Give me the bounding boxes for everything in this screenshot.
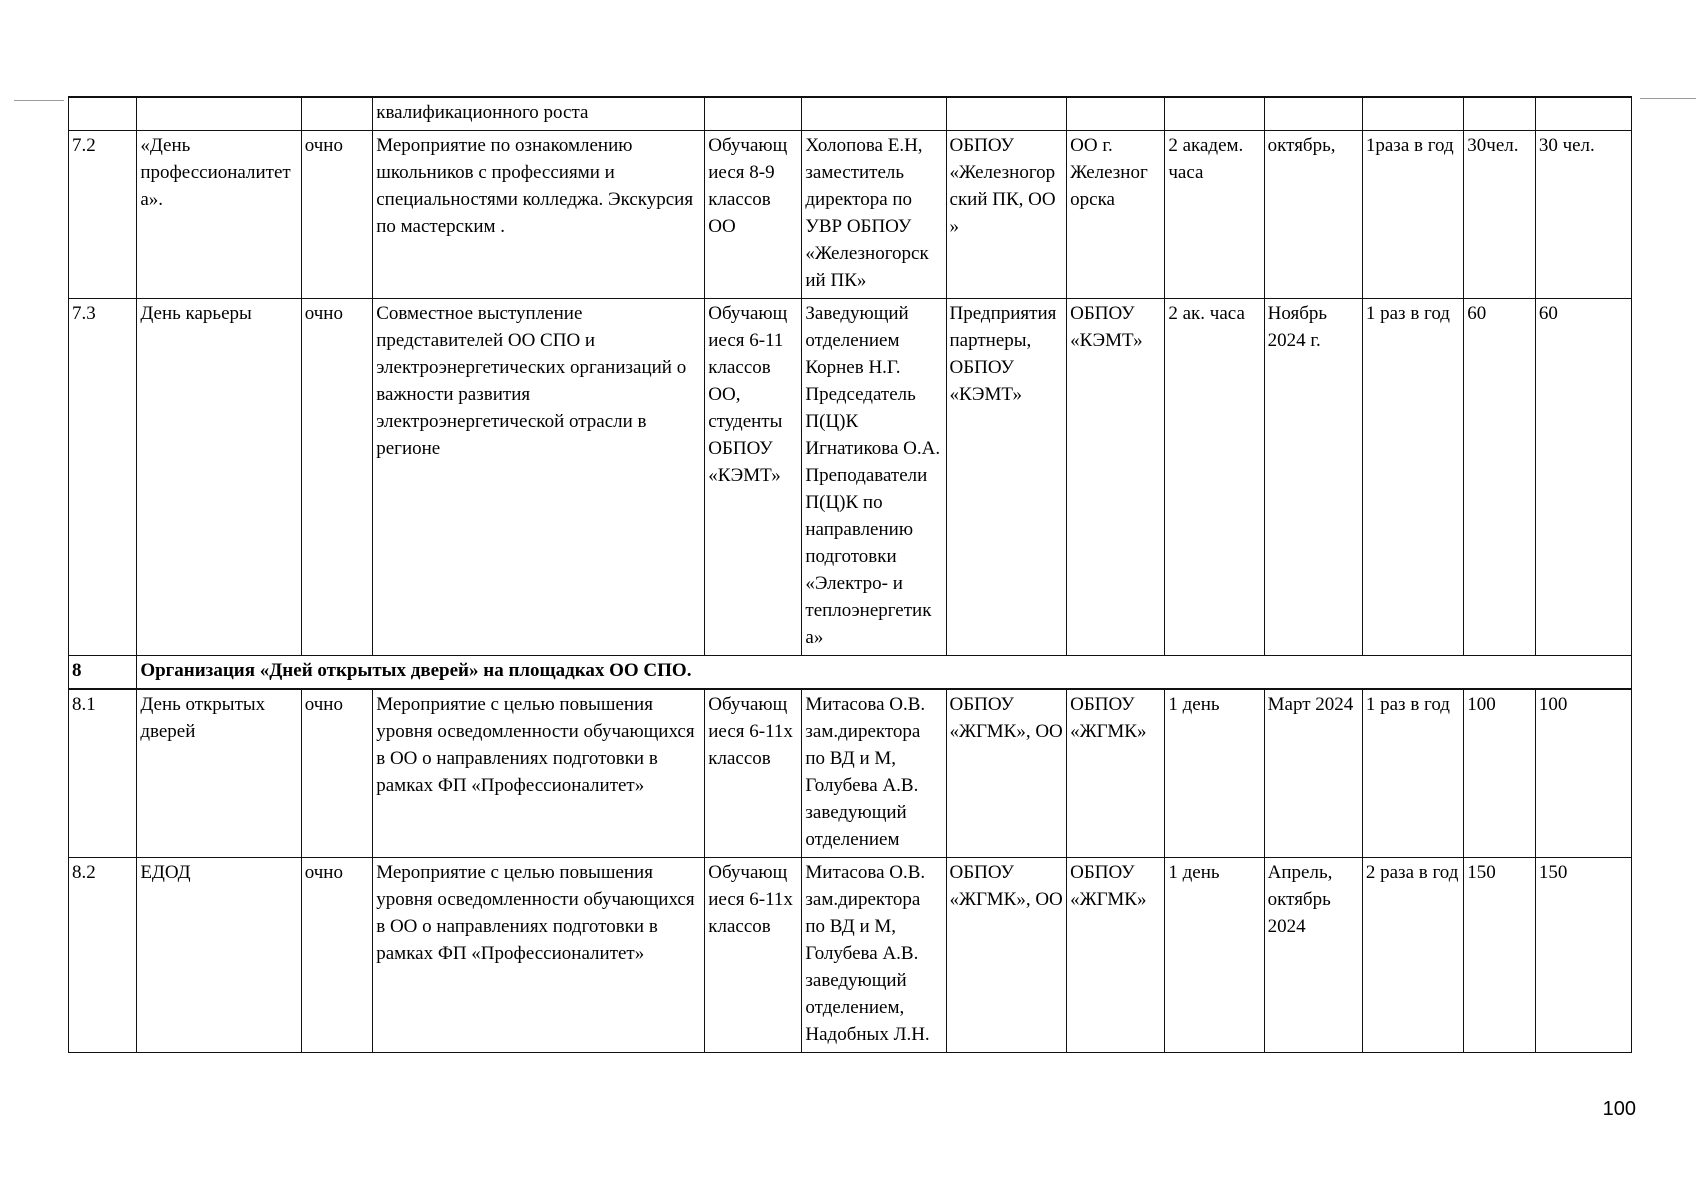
cell-num: 7.2 bbox=[69, 131, 137, 299]
cell-participants: Обучающ иеся 6-11х классов bbox=[705, 689, 802, 858]
table-row bbox=[69, 97, 1632, 131]
cell-num: 7.3 bbox=[69, 299, 137, 656]
cell-frequency: 1 раз в год bbox=[1362, 299, 1463, 656]
cell-responsible: Митасова О.В. зам.директора по ВД и М, Голубева А.В. заведующий отделением, Надобных Л.Н. bbox=[802, 858, 946, 1053]
cell-frequency bbox=[1362, 97, 1463, 131]
scan-artifact-right bbox=[1640, 98, 1696, 99]
cell-num bbox=[69, 97, 137, 131]
cell-form: очно bbox=[301, 858, 373, 1053]
cell-partners: Предприятия партнеры, ОБПОУ «КЭМТ» bbox=[946, 299, 1067, 656]
table-row bbox=[69, 299, 1632, 656]
cell-fact: 60 bbox=[1535, 299, 1631, 656]
cell-num: 8.2 bbox=[69, 858, 137, 1053]
section-header-row bbox=[69, 656, 1632, 690]
cell-frequency: 2 раза в год bbox=[1362, 858, 1463, 1053]
section-number: 8 bbox=[69, 656, 137, 690]
events-table bbox=[68, 96, 1632, 1053]
cell-place: ОБПОУ «ЖГМК» bbox=[1067, 858, 1165, 1053]
cell-place: ОО г. Железног орска bbox=[1067, 131, 1165, 299]
cell-desc: Мероприятие с целью повышения уровня осведомленности обучающихся в ОО о направлениях подготовки в рамках ФП «Профессионалитет» bbox=[373, 689, 705, 858]
cell-place: ОБПОУ «КЭМТ» bbox=[1067, 299, 1165, 656]
cell-fact: 100 bbox=[1535, 689, 1631, 858]
cell-plan bbox=[1464, 97, 1536, 131]
cell-desc: Совместное выступление представителей ОО СПО и электроэнергетических организаций о важности развития электроэнергетической отрасли в регионе bbox=[373, 299, 705, 656]
cell-responsible: Заведующий отделением Корнев Н.Г. Председатель П(Ц)К Игнатикова О.А. Преподаватели П(Ц)К по направлению подготовки «Электро- и теплоэнергетик а» bbox=[802, 299, 946, 656]
table-row bbox=[69, 131, 1632, 299]
cell-partners: ОБПОУ «ЖГМК», ОО bbox=[946, 689, 1067, 858]
cell-date: Ноябрь 2024 г. bbox=[1264, 299, 1362, 656]
table-row bbox=[69, 858, 1632, 1053]
cell-participants bbox=[705, 97, 802, 131]
cell-plan: 100 bbox=[1464, 689, 1536, 858]
cell-name: День карьеры bbox=[137, 299, 301, 656]
cell-desc: Мероприятие с целью повышения уровня осведомленности обучающихся в ОО о направлениях подготовки в рамках ФП «Профессионалитет» bbox=[373, 858, 705, 1053]
cell-date: октябрь, bbox=[1264, 131, 1362, 299]
cell-fact: 150 bbox=[1535, 858, 1631, 1053]
cell-form: очно bbox=[301, 299, 373, 656]
cell-desc: Мероприятие по ознакомлению школьников с профессиями и специальностями колледжа. Экскурсия по мастерским . bbox=[373, 131, 705, 299]
cell-date bbox=[1264, 97, 1362, 131]
cell-name: «День профессионалитет а». bbox=[137, 131, 301, 299]
cell-responsible: Холопова Е.Н, заместитель директора по УВР ОБПОУ «Железногорск ий ПК» bbox=[802, 131, 946, 299]
cell-duration: 2 академ. часа bbox=[1165, 131, 1264, 299]
cell-fact bbox=[1535, 97, 1631, 131]
cell-partners: ОБПОУ «Железногор ский ПК, ОО » bbox=[946, 131, 1067, 299]
cell-frequency: 1раза в год bbox=[1362, 131, 1463, 299]
cell-responsible bbox=[802, 97, 946, 131]
cell-responsible: Митасова О.В. зам.директора по ВД и М, Голубева А.В. заведующий отделением bbox=[802, 689, 946, 858]
cell-duration bbox=[1165, 97, 1264, 131]
cell-fact: 30 чел. bbox=[1535, 131, 1631, 299]
cell-partners: ОБПОУ «ЖГМК», ОО bbox=[946, 858, 1067, 1053]
cell-frequency: 1 раз в год bbox=[1362, 689, 1463, 858]
scan-artifact-left bbox=[14, 100, 64, 101]
cell-name bbox=[137, 97, 301, 131]
cell-name: ЕДОД bbox=[137, 858, 301, 1053]
cell-plan: 30чел. bbox=[1464, 131, 1536, 299]
cell-desc: квалификационного роста bbox=[373, 97, 705, 131]
cell-duration: 2 ак. часа bbox=[1165, 299, 1264, 656]
cell-date: Апрель, октябрь 2024 bbox=[1264, 858, 1362, 1053]
cell-partners bbox=[946, 97, 1067, 131]
cell-duration: 1 день bbox=[1165, 858, 1264, 1053]
cell-form bbox=[301, 97, 373, 131]
table-row bbox=[69, 689, 1632, 858]
cell-duration: 1 день bbox=[1165, 689, 1264, 858]
cell-date: Март 2024 bbox=[1264, 689, 1362, 858]
cell-participants: Обучающ иеся 6-11 классов ОО, студенты ОБПОУ «КЭМТ» bbox=[705, 299, 802, 656]
cell-plan: 60 bbox=[1464, 299, 1536, 656]
cell-form: очно bbox=[301, 131, 373, 299]
cell-name: День открытых дверей bbox=[137, 689, 301, 858]
cell-num: 8.1 bbox=[69, 689, 137, 858]
cell-place: ОБПОУ «ЖГМК» bbox=[1067, 689, 1165, 858]
cell-participants: Обучающ иеся 6-11х классов bbox=[705, 858, 802, 1053]
cell-place bbox=[1067, 97, 1165, 131]
cell-plan: 150 bbox=[1464, 858, 1536, 1053]
page-number: 100 bbox=[1602, 1098, 1636, 1120]
section-title: Организация «Дней открытых дверей» на площадках ОО СПО. bbox=[137, 656, 1632, 690]
cell-form: очно bbox=[301, 689, 373, 858]
cell-participants: Обучающ иеся 8-9 классов ОО bbox=[705, 131, 802, 299]
